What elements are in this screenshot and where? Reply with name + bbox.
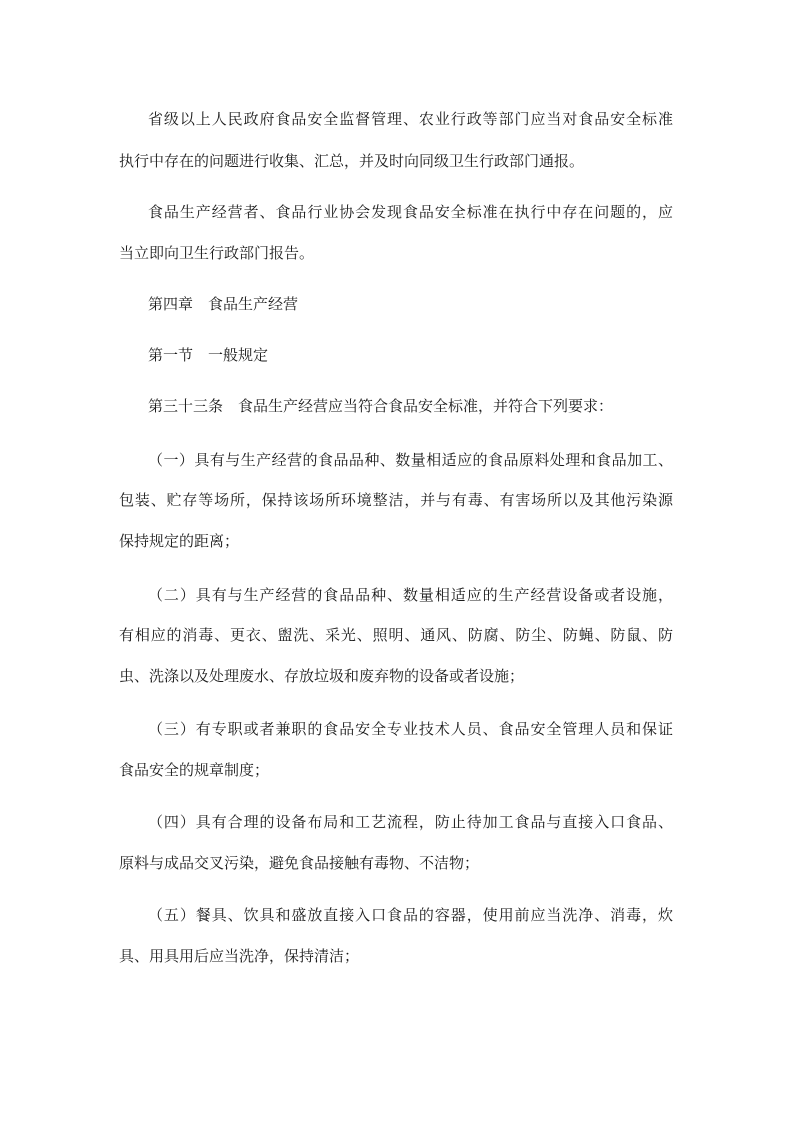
paragraph-line: 当立即向卫生行政部门报告。	[119, 244, 315, 262]
paragraph-line: 虫、洗涤以及处理废水、存放垃圾和废弃物的设备或者设施；	[119, 667, 525, 685]
paragraph-line: 具、用具用后应当洗净，保持清洁；	[119, 947, 360, 965]
paragraph-line: （四）具有合理的设备布局和工艺流程，防止待加工食品与直接入口食品、	[148, 813, 673, 831]
paragraph-line: （二）具有与生产经营的食品品种、数量相适应的生产经营设备或者设施，	[148, 586, 673, 604]
paragraph-line: 保持规定的距离；	[119, 532, 240, 550]
paragraph-line: 执行中存在的问题进行收集、汇总，并及时向同级卫生行政部门通报。	[119, 152, 585, 170]
paragraph-line: 原料与成品交叉污染，避免食品接触有毒物、不洁物；	[119, 854, 480, 872]
paragraph-line: 省级以上人民政府食品安全监督管理、农业行政等部门应当对食品安全标准	[148, 110, 673, 128]
paragraph-line: 有相应的消毒、更衣、盥洗、采光、照明、通风、防腐、防尘、防蝇、防鼠、防	[119, 626, 673, 644]
chapter-heading: 第四章 食品生产经营	[148, 295, 299, 313]
paragraph-line: 食品生产经营者、食品行业协会发现食品安全标准在执行中存在问题的，应	[148, 203, 673, 221]
paragraph-line: （一）具有与生产经营的食品品种、数量相适应的食品原料处理和食品加工、	[148, 451, 673, 469]
article-33-heading: 第三十三条 食品生产经营应当符合食品安全标准，并符合下列要求：	[148, 397, 614, 415]
paragraph-line: （三）有专职或者兼职的食品安全专业技术人员、食品安全管理人员和保证	[148, 720, 673, 738]
paragraph-line: 食品安全的规章制度；	[119, 761, 270, 779]
paragraph-line: （五）餐具、饮具和盛放直接入口食品的容器，使用前应当洗净、消毒，炊	[148, 906, 673, 924]
paragraph-line: 包装、贮存等场所，保持该场所环境整洁，并与有毒、有害场所以及其他污染源	[119, 491, 673, 509]
section-heading: 第一节 一般规定	[148, 346, 269, 364]
